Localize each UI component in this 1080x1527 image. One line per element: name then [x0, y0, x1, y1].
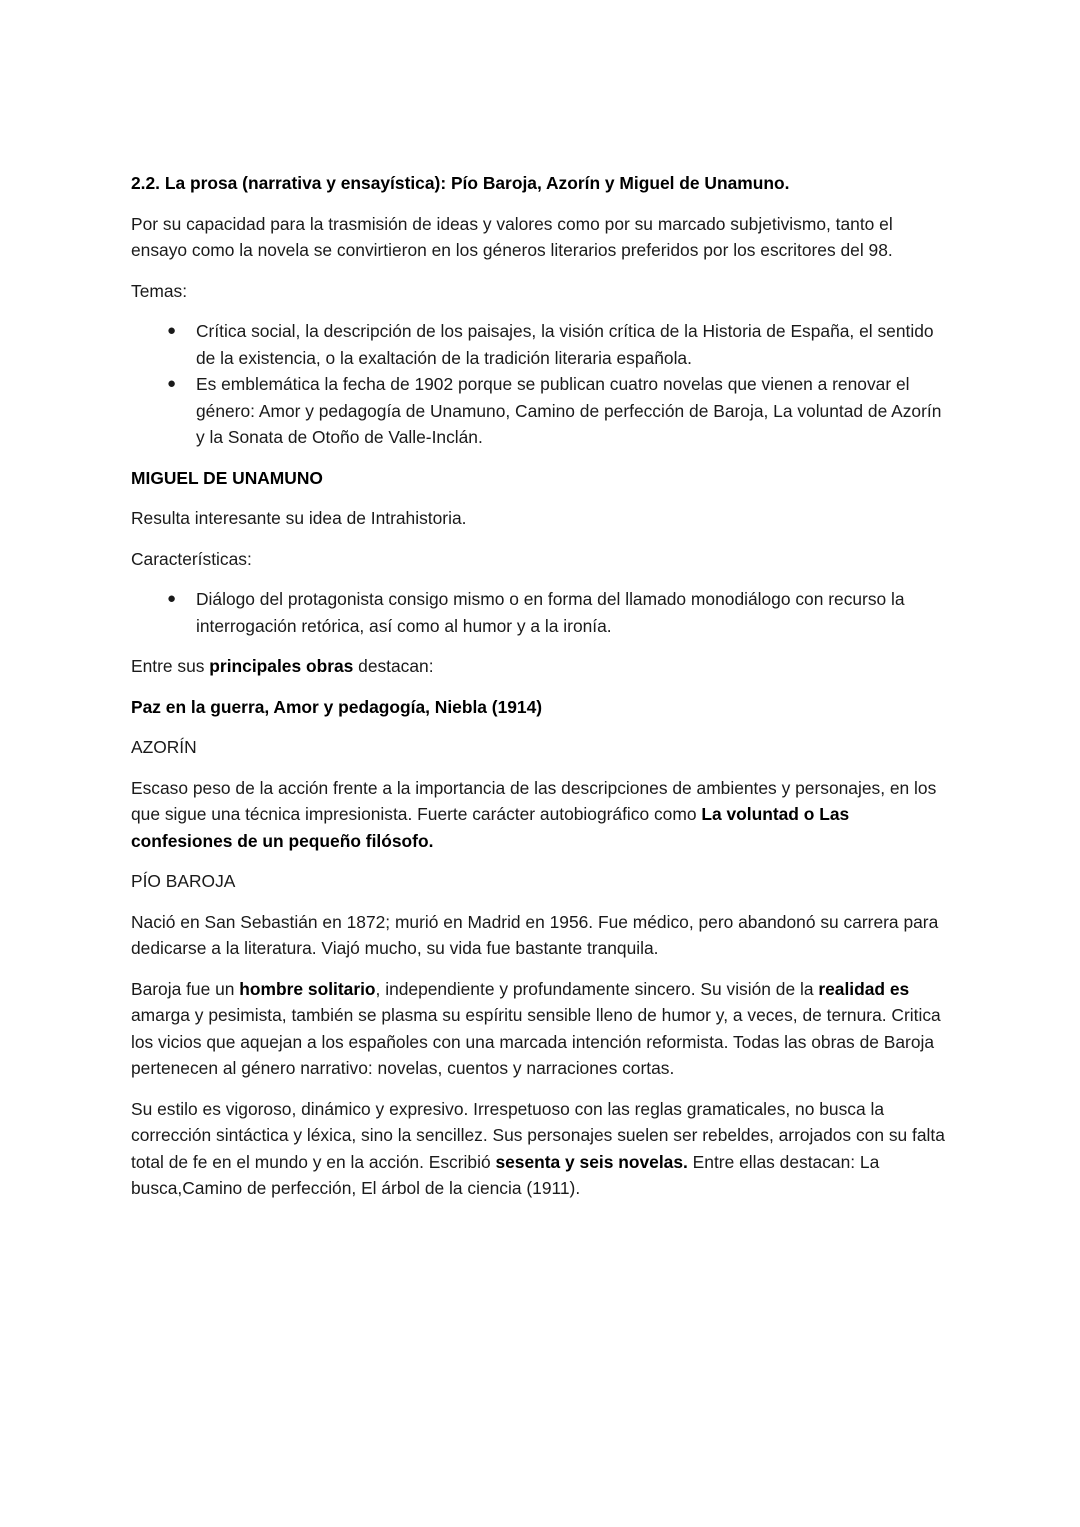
bullet-icon: ●: [167, 375, 177, 392]
azorin-text: Escaso peso de la acción frente a la importancia de las descripciones de ambientes y personajes, en los que sigue una técnica impresionista. Fuerte carácter autobiográfico como La voluntad o Las confesiones de un pequeño filósofo.: [131, 777, 937, 851]
azorin-heading: AZORÍN: [131, 737, 197, 757]
unamuno-intro: Resulta interesante su idea de Intrahistoria.: [131, 508, 467, 528]
unamuno-obras-list: Paz en la guerra, Amor y pedagogía, Niebla (1914): [131, 696, 543, 717]
baroja-estilo: Su estilo es vigoroso, dinámico y expresivo. Irrespetuoso con las reglas gramaticales, no busca la corrección sintáctica y léxica, sino la sencillez. Sus personajes suelen ser rebeldes, arrojados con su falta total de fe en el mundo y en la acción. Escribió sesenta y seis novelas. Entre ellas destacan: La busca,Camino de perfección, El árbol de la ciencia (1911).: [131, 1098, 945, 1198]
section-intro: Por su capacidad para la trasmisión de ideas y valores como por su marcado subjetivismo, tanto el ensayo como la novela se convirtieron en los géneros literarios preferidos por los escritores del 98.: [131, 213, 893, 260]
temas-label: Temas:: [131, 280, 188, 301]
bullet-icon: ●: [167, 322, 177, 339]
caracteristicas-label: Características:: [131, 548, 252, 569]
list-item: ● Es emblemática la fecha de 1902 porque se publican cuatro novelas que vienen a renovar el género: Amor y pedagogía de Unamuno, Camino de perfección de Baroja, La voluntad de Azorín y la Sonata de Otoño de Valle-Inclán.: [131, 371, 951, 451]
unamuno-obras-intro: Entre sus principales obras destacan:: [131, 656, 434, 676]
bullet-icon: ●: [167, 590, 177, 607]
baroja-personalidad: Baroja fue un hombre solitario, independiente y profundamente sincero. Su visión de la realidad es amarga y pesimista, también se plasma su espíritu sensible lleno de humor y, a veces, de ternura. Critica los vicios que aquejan a los españoles con una marcada intención reformista. Todas las obras de Baroja pertenecen al género narrativo: novelas, cuentos y narraciones cortas.: [131, 978, 941, 1078]
unamuno-heading: MIGUEL DE UNAMUNO: [131, 467, 323, 488]
baroja-heading: PÍO BAROJA: [131, 871, 236, 891]
list-item: ● Crítica social, la descripción de los paisajes, la visión crítica de la Historia de España, el sentido de la existencia, o la exaltación de la tradición literaria española.: [131, 318, 951, 371]
document-page: [131, 170, 951, 1216]
section-heading: 2.2. La prosa (narrativa y ensayística): Pío Baroja, Azorín y Miguel de Unamuno.: [131, 173, 790, 193]
caracteristicas-list: [131, 586, 951, 639]
baroja-bio: Nació en San Sebastián en 1872; murió en Madrid en 1956. Fue médico, pero abandonó su carrera para dedicarse a la literatura. Viajó mucho, su vida fue bastante tranquila.: [131, 911, 939, 958]
temas-list: [131, 318, 951, 451]
list-item: ● Diálogo del protagonista consigo mismo o en forma del llamado monodiálogo con recurso la interrogación retórica, así como al humor y a la ironía.: [131, 586, 951, 639]
